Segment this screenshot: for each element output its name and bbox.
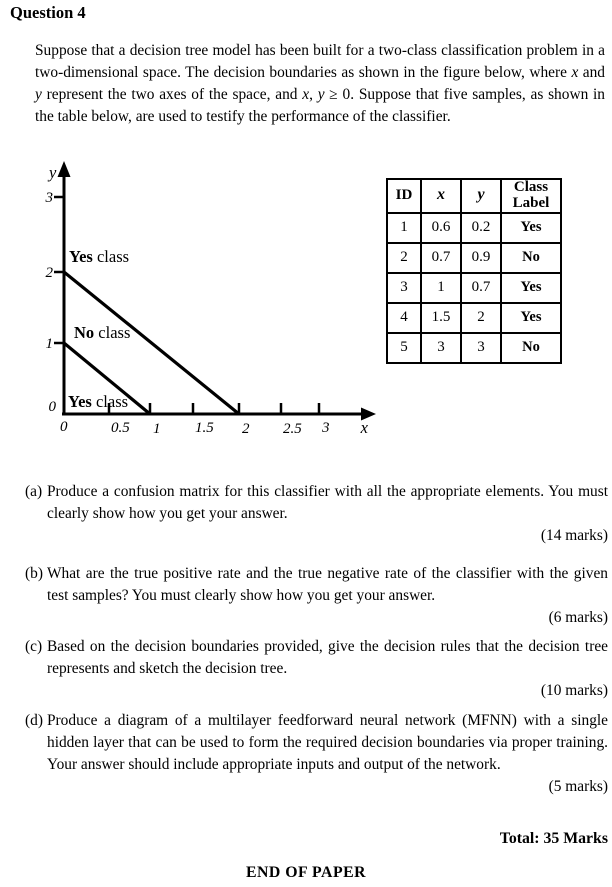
x-tick-label-1: 1	[153, 421, 161, 437]
part-a-label: (a)	[25, 483, 43, 500]
x-tick-label-1.5: 1.5	[195, 420, 214, 436]
table-cell: 2	[387, 243, 421, 273]
x-tick-label-0: 0	[60, 419, 68, 435]
header-class-label: Class Label	[501, 179, 561, 213]
y-tick-label-3: 3	[45, 190, 53, 206]
part-c-text: Based on the decision boundaries provided, give the decision rules that the decision tree represents and sketch the decision tree.	[47, 638, 608, 677]
table-row	[387, 243, 561, 273]
decision-boundary-plot	[38, 158, 378, 443]
part-b-text: What are the true positive rate and the true negative rate of the classifier with the given test samples? You must clearly show how you get your answer.	[47, 565, 608, 604]
x-tick-label-0.5: 0.5	[111, 420, 130, 436]
table-cell: 3	[387, 273, 421, 303]
end-of-paper: END OF PAPER	[245, 864, 367, 881]
part-a-text: Produce a confusion matrix for this classifier with all the appropriate elements. You must clearly show how you get your answer.	[47, 483, 608, 522]
x-tick-label-3: 3	[322, 420, 330, 436]
x-tick-label-2.5: 2.5	[283, 421, 302, 437]
intro-paragraph	[35, 40, 605, 128]
x-axis-label: x	[360, 418, 368, 437]
table-header-row	[387, 179, 561, 213]
x-tick-label-2: 2	[242, 421, 250, 437]
math-variable: x	[571, 64, 579, 81]
table-cell: 0.9	[461, 243, 501, 273]
table-row	[387, 303, 561, 333]
question-part-d	[25, 710, 608, 798]
region-label-no-middle: No class	[74, 323, 131, 342]
question-title: Question 4	[10, 3, 86, 22]
table-cell: 0.7	[461, 273, 501, 303]
part-c-body	[25, 636, 608, 680]
text-run: Suppose that a decision tree model has been built for a two-class classification problem in a two-dimensional space. The decision boundaries as shown in the figure below, where	[35, 42, 605, 81]
samples-table	[386, 178, 562, 364]
header-y: y	[461, 179, 501, 213]
part-a-body	[25, 481, 608, 525]
table-cell: 2	[461, 303, 501, 333]
table-cell: 4	[387, 303, 421, 333]
table-cell: 3	[421, 333, 461, 363]
y-tick-label-1: 1	[45, 336, 53, 352]
table-cell: 3	[461, 333, 501, 363]
y-tick-label-0: 0	[48, 399, 56, 415]
table-cell: 1	[387, 213, 421, 243]
part-a-marks: (14 marks)	[540, 527, 608, 544]
part-d-label: (d)	[25, 712, 43, 729]
table-cell: 0.7	[421, 243, 461, 273]
part-c-label: (c)	[25, 638, 43, 655]
part-d-body	[25, 710, 608, 776]
table-cell: Yes	[501, 273, 561, 303]
part-d-text: Produce a diagram of a multilayer feedforward neural network (MFNN) with a single hidden layer that can be used to form the required decision boundaries via proper training. Your answer should include appropriate inputs and output of the network.	[47, 712, 608, 773]
text-run: ,	[309, 86, 318, 103]
table-cell: Yes	[501, 213, 561, 243]
y-axis-label: y	[49, 163, 57, 182]
header-x: x	[421, 179, 461, 213]
math-variable: y	[35, 86, 42, 103]
samples-table-body	[387, 213, 561, 363]
question-part-b	[25, 563, 608, 629]
text-run: ≥ 0. Suppose that five samples, as shown in the table below, are used to testify the performance of the classifier.	[35, 86, 605, 125]
table-cell: No	[501, 333, 561, 363]
table-cell: 1	[421, 273, 461, 303]
table-cell: Yes	[501, 303, 561, 333]
table-cell: 1.5	[421, 303, 461, 333]
part-b-label: (b)	[25, 565, 43, 582]
table-cell: 5	[387, 333, 421, 363]
total-marks: Total: 35 Marks	[499, 830, 608, 847]
math-variable: y	[317, 86, 325, 103]
table-row	[387, 333, 561, 363]
part-d-marks: (5 marks)	[548, 778, 608, 795]
part-b-body	[25, 563, 608, 607]
header-id: ID	[387, 179, 421, 213]
math-variable: x	[302, 86, 310, 103]
y-axis-arrow-icon	[58, 161, 71, 177]
table-cell: No	[501, 243, 561, 273]
table-row	[387, 213, 561, 243]
part-b-marks: (6 marks)	[548, 609, 608, 626]
y-tick-label-2: 2	[45, 265, 53, 281]
question-part-c	[25, 636, 608, 702]
table-row	[387, 273, 561, 303]
region-label-yes-upper: Yes class	[69, 247, 130, 266]
decision-boundary-figure	[38, 158, 378, 443]
text-run: and	[578, 64, 605, 81]
part-c-marks: (10 marks)	[540, 682, 608, 699]
table-cell: 0.6	[421, 213, 461, 243]
question-part-a	[25, 481, 608, 547]
text-run: represent the two axes of the space, and	[41, 86, 303, 103]
region-label-yes-lower: Yes class	[68, 392, 129, 411]
table-cell: 0.2	[461, 213, 501, 243]
